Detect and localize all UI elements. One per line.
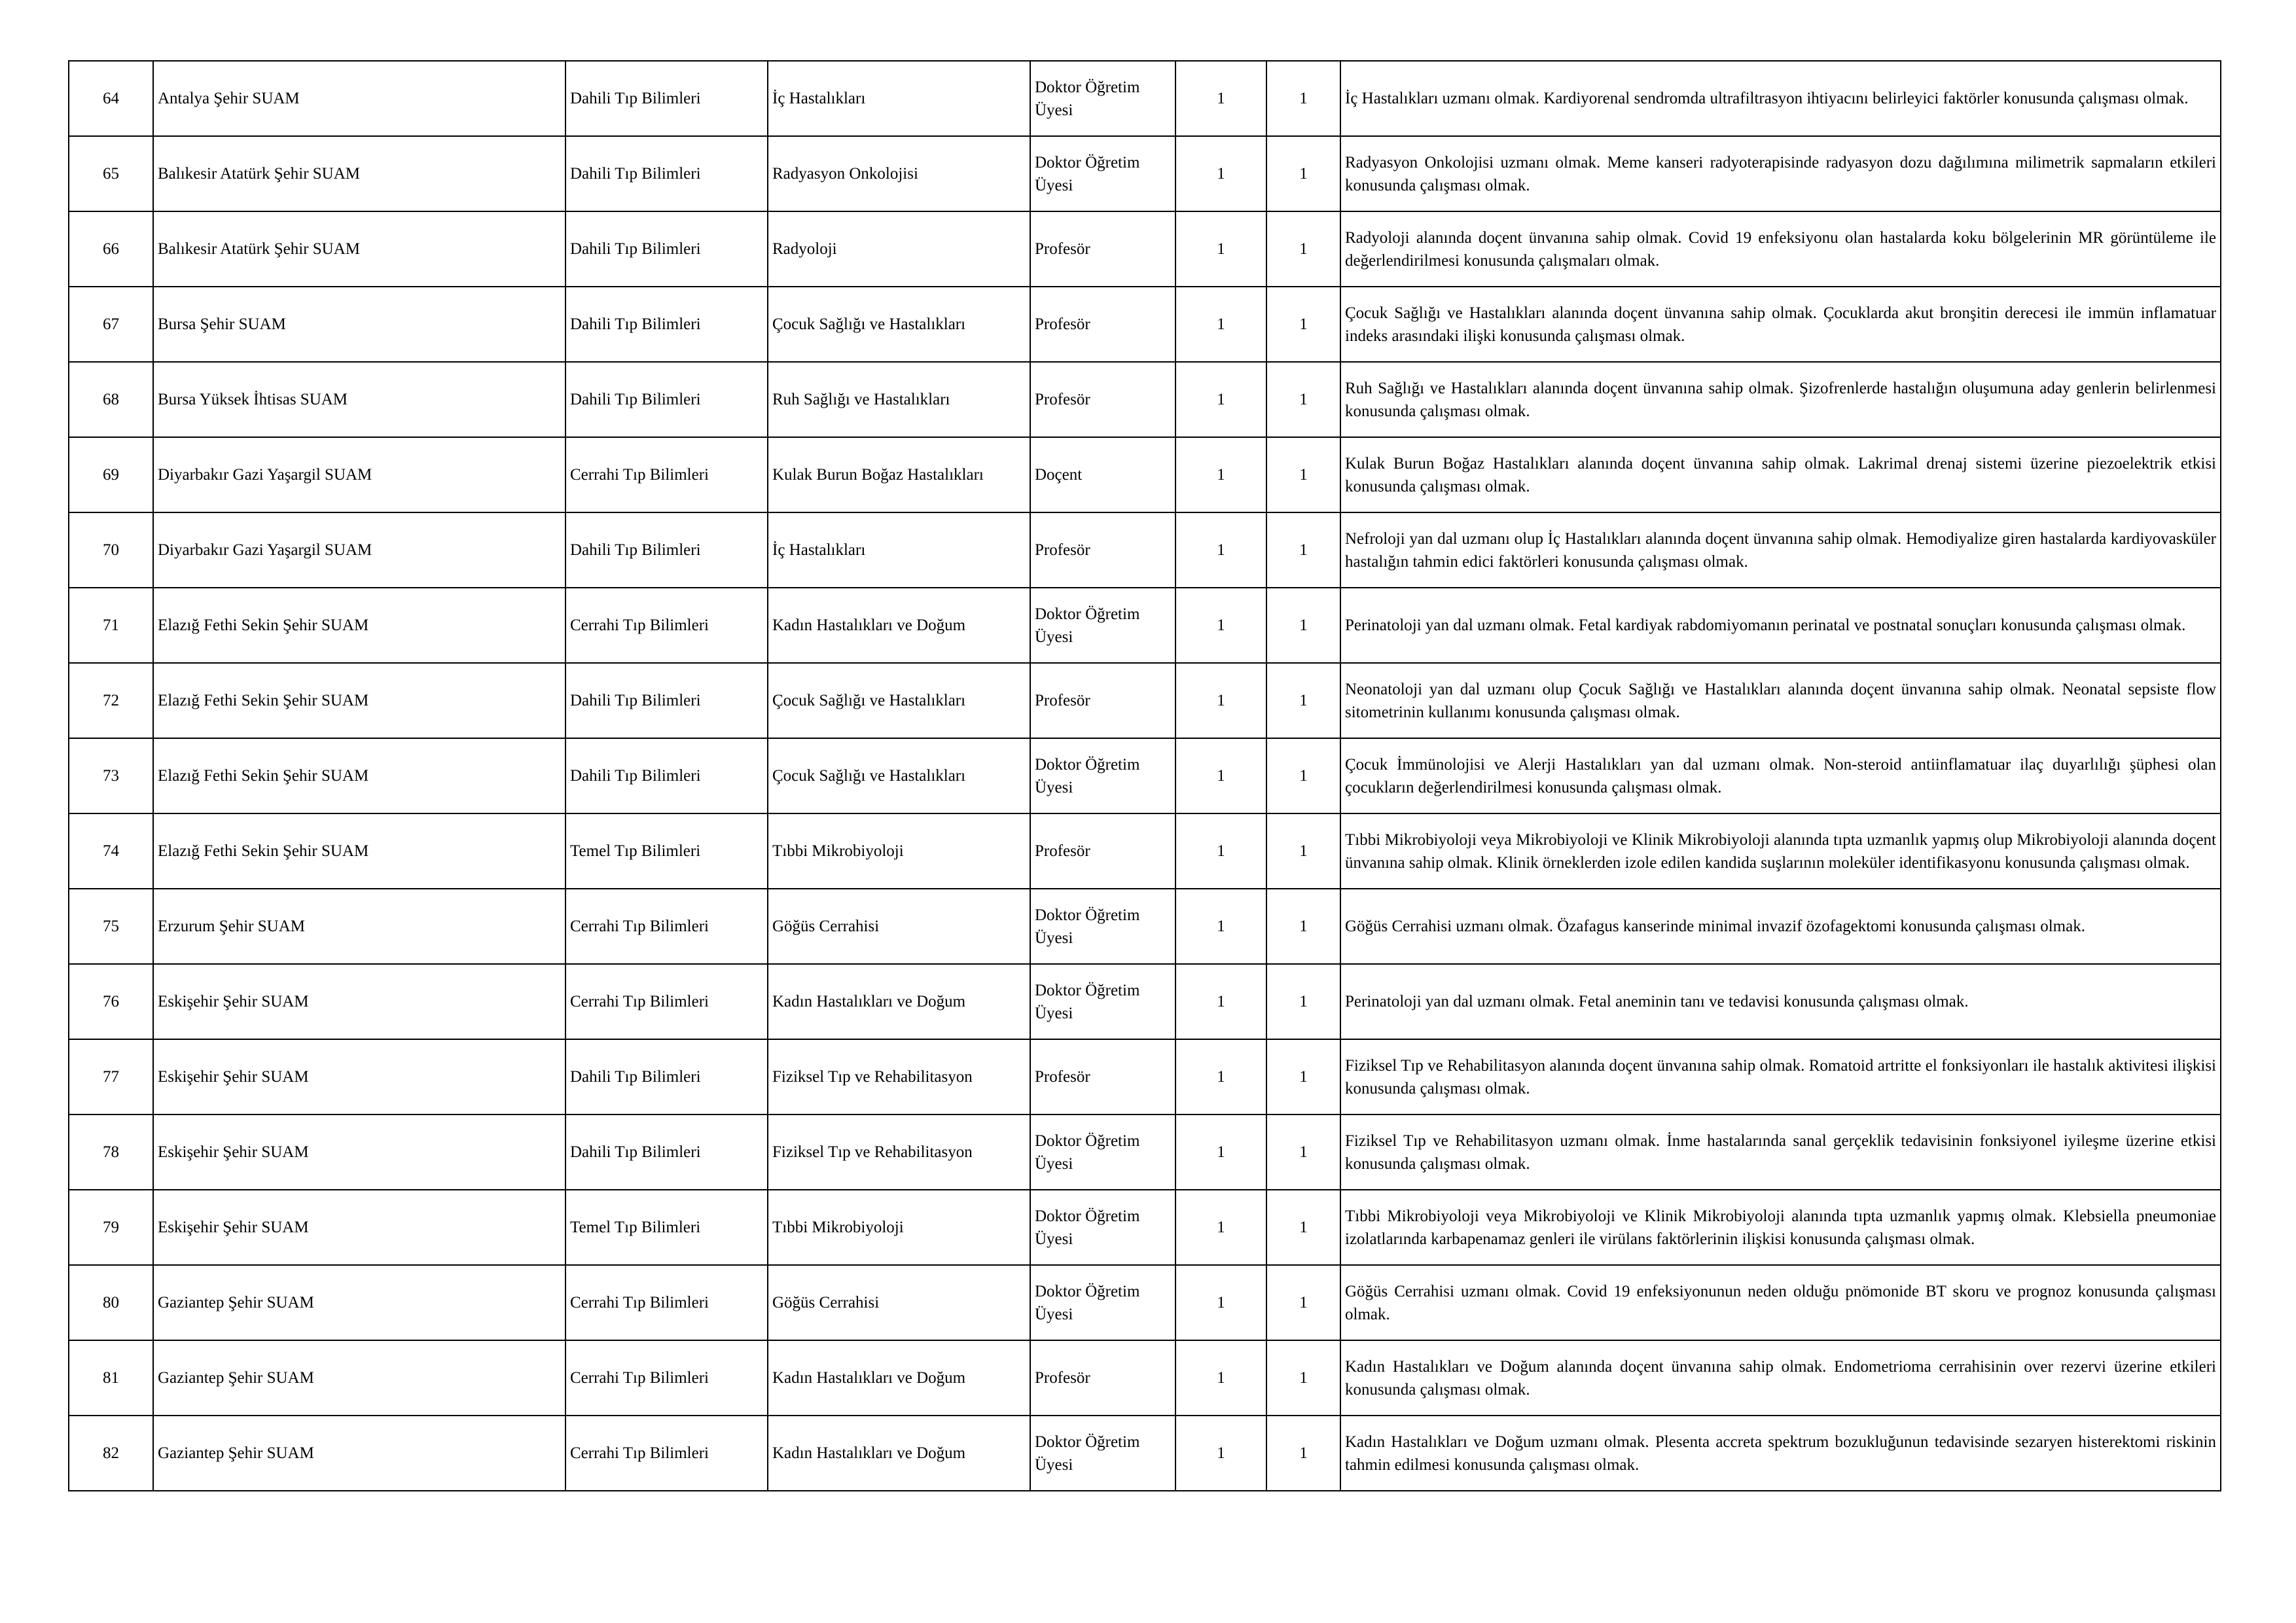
table-row	[69, 588, 2221, 663]
position-count: 1	[1175, 588, 1266, 663]
department-name: İç Hastalıkları	[768, 512, 1030, 588]
position-count: 1	[1175, 1039, 1266, 1115]
hospital-name: Elazığ Fethi Sekin Şehir SUAM	[153, 663, 565, 738]
requirement-text: Radyoloji alanında doçent ünvanına sahip olmak. Covid 19 enfeksiyonu olan hastalarda koku bölgelerinin MR görüntüleme ile değerlendirilmesi konusunda çalışmaları olmak.	[1340, 211, 2221, 287]
position-count: 1	[1175, 1190, 1266, 1265]
position-count-total: 1	[1266, 136, 1340, 211]
position-count-total: 1	[1266, 1265, 1340, 1340]
hospital-name: Antalya Şehir SUAM	[153, 61, 565, 136]
science-field: Cerrahi Tıp Bilimleri	[565, 964, 768, 1039]
requirement-text: Perinatoloji yan dal uzmanı olmak. Fetal kardiyak rabdomiyomanın perinatal ve postnatal sonuçları konusunda çalışması olmak.	[1340, 588, 2221, 663]
requirement-text: Kulak Burun Boğaz Hastalıkları alanında doçent ünvanına sahip olmak. Lakrimal drenaj sistemi üzerine piezoelektrik etkisi konusunda çalışması olmak.	[1340, 437, 2221, 512]
department-name: Kadın Hastalıkları ve Doğum	[768, 588, 1030, 663]
position-count-total: 1	[1266, 588, 1340, 663]
academic-title: Doktor Öğretim Üyesi	[1030, 889, 1175, 964]
row-number: 72	[69, 663, 153, 738]
requirement-text: Tıbbi Mikrobiyoloji veya Mikrobiyoloji ve Klinik Mikrobiyoloji alanında tıpta uzmanlık yapmış olup Mikrobiyoloji alanında doçent ünvanına sahip olmak. Klinik örneklerden izole edilen kandida suşlarının moleküler identifikasyonu konusunda çalışması olmak.	[1340, 813, 2221, 889]
position-count-total: 1	[1266, 1190, 1340, 1265]
requirement-text: Göğüs Cerrahisi uzmanı olmak. Özafagus kanserinde minimal invazif özofagektomi konusunda çalışması olmak.	[1340, 889, 2221, 964]
requirement-text: Çocuk İmmünolojisi ve Alerji Hastalıkları yan dal uzmanı olmak. Non-steroid antiinflamatuar ilaç duyarlılığı şüphesi olan çocukların değerlendirilmesi konusunda çalışması olmak.	[1340, 738, 2221, 813]
hospital-name: Elazığ Fethi Sekin Şehir SUAM	[153, 738, 565, 813]
hospital-name: Eskişehir Şehir SUAM	[153, 964, 565, 1039]
row-number: 75	[69, 889, 153, 964]
positions-table	[68, 60, 2221, 1491]
row-number: 68	[69, 362, 153, 437]
position-count: 1	[1175, 738, 1266, 813]
department-name: Kadın Hastalıkları ve Doğum	[768, 1340, 1030, 1416]
academic-title: Doktor Öğretim Üyesi	[1030, 588, 1175, 663]
science-field: Dahili Tıp Bilimleri	[565, 211, 768, 287]
science-field: Dahili Tıp Bilimleri	[565, 362, 768, 437]
requirement-text: Radyasyon Onkolojisi uzmanı olmak. Meme kanseri radyoterapisinde radyasyon dozu dağılımına milimetrik sapmaların etkileri konusunda çalışması olmak.	[1340, 136, 2221, 211]
row-number: 81	[69, 1340, 153, 1416]
requirement-text: Kadın Hastalıkları ve Doğum uzmanı olmak. Plesenta accreta spektrum bozukluğunun tedavisinde sezaryen histerektomi riskinin tahmin edilmesi konusunda çalışması olmak.	[1340, 1416, 2221, 1491]
position-count-total: 1	[1266, 512, 1340, 588]
row-number: 70	[69, 512, 153, 588]
position-count-total: 1	[1266, 1115, 1340, 1190]
position-count-total: 1	[1266, 1340, 1340, 1416]
position-count: 1	[1175, 136, 1266, 211]
hospital-name: Elazığ Fethi Sekin Şehir SUAM	[153, 588, 565, 663]
row-number: 66	[69, 211, 153, 287]
hospital-name: Diyarbakır Gazi Yaşargil SUAM	[153, 512, 565, 588]
requirement-text: Perinatoloji yan dal uzmanı olmak. Fetal aneminin tanı ve tedavisi konusunda çalışması olmak.	[1340, 964, 2221, 1039]
position-count-total: 1	[1266, 437, 1340, 512]
department-name: Tıbbi Mikrobiyoloji	[768, 1190, 1030, 1265]
academic-title: Profesör	[1030, 1340, 1175, 1416]
position-count: 1	[1175, 1416, 1266, 1491]
academic-title: Profesör	[1030, 813, 1175, 889]
position-count-total: 1	[1266, 964, 1340, 1039]
science-field: Cerrahi Tıp Bilimleri	[565, 1340, 768, 1416]
row-number: 74	[69, 813, 153, 889]
position-count-total: 1	[1266, 1416, 1340, 1491]
table-row	[69, 287, 2221, 362]
position-count: 1	[1175, 211, 1266, 287]
academic-title: Doçent	[1030, 437, 1175, 512]
table-body	[69, 61, 2221, 1491]
academic-title: Doktor Öğretim Üyesi	[1030, 136, 1175, 211]
table-row	[69, 889, 2221, 964]
hospital-name: Bursa Yüksek İhtisas SUAM	[153, 362, 565, 437]
science-field: Temel Tıp Bilimleri	[565, 813, 768, 889]
position-count-total: 1	[1266, 738, 1340, 813]
row-number: 80	[69, 1265, 153, 1340]
position-count-total: 1	[1266, 889, 1340, 964]
department-name: Radyasyon Onkolojisi	[768, 136, 1030, 211]
science-field: Dahili Tıp Bilimleri	[565, 61, 768, 136]
position-count: 1	[1175, 813, 1266, 889]
department-name: Çocuk Sağlığı ve Hastalıkları	[768, 287, 1030, 362]
row-number: 69	[69, 437, 153, 512]
requirement-text: Tıbbi Mikrobiyoloji veya Mikrobiyoloji ve Klinik Mikrobiyoloji alanında tıpta uzmanlık yapmış olmak. Klebsiella pneumoniae izolatlarında karbapenamaz genleri ile virülans faktörlerinin ilişkisi konusunda çalışması olmak.	[1340, 1190, 2221, 1265]
requirement-text: Göğüs Cerrahisi uzmanı olmak. Covid 19 enfeksiyonunun neden olduğu pnömonide BT skoru ve prognoz konusunda çalışması olmak.	[1340, 1265, 2221, 1340]
position-count: 1	[1175, 287, 1266, 362]
department-name: İç Hastalıkları	[768, 61, 1030, 136]
position-count: 1	[1175, 1115, 1266, 1190]
science-field: Dahili Tıp Bilimleri	[565, 1039, 768, 1115]
hospital-name: Eskişehir Şehir SUAM	[153, 1039, 565, 1115]
department-name: Kulak Burun Boğaz Hastalıkları	[768, 437, 1030, 512]
table-row	[69, 362, 2221, 437]
science-field: Dahili Tıp Bilimleri	[565, 1115, 768, 1190]
academic-title: Doktor Öğretim Üyesi	[1030, 964, 1175, 1039]
row-number: 73	[69, 738, 153, 813]
academic-title: Doktor Öğretim Üyesi	[1030, 1416, 1175, 1491]
academic-title: Doktor Öğretim Üyesi	[1030, 61, 1175, 136]
hospital-name: Gaziantep Şehir SUAM	[153, 1265, 565, 1340]
hospital-name: Gaziantep Şehir SUAM	[153, 1416, 565, 1491]
science-field: Dahili Tıp Bilimleri	[565, 663, 768, 738]
table-row	[69, 663, 2221, 738]
academic-title: Profesör	[1030, 1039, 1175, 1115]
requirement-text: Kadın Hastalıkları ve Doğum alanında doçent ünvanına sahip olmak. Endometrioma cerrahisinin over rezervi üzerine etkileri konusunda çalışması olmak.	[1340, 1340, 2221, 1416]
science-field: Dahili Tıp Bilimleri	[565, 136, 768, 211]
position-count: 1	[1175, 964, 1266, 1039]
table-row	[69, 738, 2221, 813]
hospital-name: Bursa Şehir SUAM	[153, 287, 565, 362]
academic-title: Profesör	[1030, 211, 1175, 287]
row-number: 77	[69, 1039, 153, 1115]
hospital-name: Erzurum Şehir SUAM	[153, 889, 565, 964]
position-count-total: 1	[1266, 362, 1340, 437]
table-row	[69, 1190, 2221, 1265]
position-count: 1	[1175, 663, 1266, 738]
department-name: Tıbbi Mikrobiyoloji	[768, 813, 1030, 889]
department-name: Göğüs Cerrahisi	[768, 1265, 1030, 1340]
table-row	[69, 1416, 2221, 1491]
science-field: Dahili Tıp Bilimleri	[565, 738, 768, 813]
hospital-name: Gaziantep Şehir SUAM	[153, 1340, 565, 1416]
table-row	[69, 211, 2221, 287]
science-field: Cerrahi Tıp Bilimleri	[565, 1265, 768, 1340]
position-count: 1	[1175, 61, 1266, 136]
position-count-total: 1	[1266, 813, 1340, 889]
row-number: 76	[69, 964, 153, 1039]
row-number: 82	[69, 1416, 153, 1491]
hospital-name: Elazığ Fethi Sekin Şehir SUAM	[153, 813, 565, 889]
table-row	[69, 813, 2221, 889]
academic-title: Doktor Öğretim Üyesi	[1030, 1190, 1175, 1265]
science-field: Cerrahi Tıp Bilimleri	[565, 889, 768, 964]
row-number: 65	[69, 136, 153, 211]
row-number: 79	[69, 1190, 153, 1265]
table-row	[69, 437, 2221, 512]
table-row	[69, 1340, 2221, 1416]
requirement-text: Çocuk Sağlığı ve Hastalıkları alanında doçent ünvanına sahip olmak. Çocuklarda akut bronşitin derecesi ile immün inflamatuar indeks arasındaki ilişki konusunda çalışması olmak.	[1340, 287, 2221, 362]
academic-title: Profesör	[1030, 512, 1175, 588]
department-name: Çocuk Sağlığı ve Hastalıkları	[768, 663, 1030, 738]
academic-title: Doktor Öğretim Üyesi	[1030, 1115, 1175, 1190]
science-field: Cerrahi Tıp Bilimleri	[565, 588, 768, 663]
position-count: 1	[1175, 889, 1266, 964]
row-number: 67	[69, 287, 153, 362]
department-name: Fiziksel Tıp ve Rehabilitasyon	[768, 1115, 1030, 1190]
hospital-name: Eskişehir Şehir SUAM	[153, 1190, 565, 1265]
academic-title: Doktor Öğretim Üyesi	[1030, 1265, 1175, 1340]
position-count-total: 1	[1266, 663, 1340, 738]
table-row	[69, 1265, 2221, 1340]
department-name: Göğüs Cerrahisi	[768, 889, 1030, 964]
table-row	[69, 964, 2221, 1039]
row-number: 71	[69, 588, 153, 663]
department-name: Ruh Sağlığı ve Hastalıkları	[768, 362, 1030, 437]
department-name: Fiziksel Tıp ve Rehabilitasyon	[768, 1039, 1030, 1115]
position-count: 1	[1175, 512, 1266, 588]
science-field: Dahili Tıp Bilimleri	[565, 287, 768, 362]
position-count: 1	[1175, 437, 1266, 512]
hospital-name: Balıkesir Atatürk Şehir SUAM	[153, 136, 565, 211]
hospital-name: Diyarbakır Gazi Yaşargil SUAM	[153, 437, 565, 512]
hospital-name: Balıkesir Atatürk Şehir SUAM	[153, 211, 565, 287]
requirement-text: Nefroloji yan dal uzmanı olup İç Hastalıkları alanında doçent ünvanına sahip olmak. Hemodiyalize giren hastalarda kardiyovasküler hastalığın tahmin edici faktörleri konusunda çalışması olmak.	[1340, 512, 2221, 588]
science-field: Temel Tıp Bilimleri	[565, 1190, 768, 1265]
table-row	[69, 1115, 2221, 1190]
requirement-text: Neonatoloji yan dal uzmanı olup Çocuk Sağlığı ve Hastalıkları alanında doçent ünvanına sahip olmak. Neonatal sepsiste flow sitometrinin kullanımı konusunda çalışması olmak.	[1340, 663, 2221, 738]
requirement-text: Fiziksel Tıp ve Rehabilitasyon uzmanı olmak. İnme hastalarında sanal gerçeklik tedavisinin fonksiyonel iyileşme üzerine etkisi konusunda çalışması olmak.	[1340, 1115, 2221, 1190]
position-count-total: 1	[1266, 211, 1340, 287]
department-name: Çocuk Sağlığı ve Hastalıkları	[768, 738, 1030, 813]
table-row	[69, 1039, 2221, 1115]
science-field: Dahili Tıp Bilimleri	[565, 512, 768, 588]
requirement-text: İç Hastalıkları uzmanı olmak. Kardiyorenal sendromda ultrafiltrasyon ihtiyacını belirleyici faktörler konusunda çalışması olmak.	[1340, 61, 2221, 136]
row-number: 64	[69, 61, 153, 136]
table-row	[69, 512, 2221, 588]
science-field: Cerrahi Tıp Bilimleri	[565, 1416, 768, 1491]
position-count: 1	[1175, 362, 1266, 437]
academic-title: Profesör	[1030, 287, 1175, 362]
position-count-total: 1	[1266, 287, 1340, 362]
requirement-text: Fiziksel Tıp ve Rehabilitasyon alanında doçent ünvanına sahip olmak. Romatoid artritte el fonksiyonları ile hastalık aktivitesi ilişkisi konusunda çalışması olmak.	[1340, 1039, 2221, 1115]
table-row	[69, 136, 2221, 211]
academic-title: Doktor Öğretim Üyesi	[1030, 738, 1175, 813]
row-number: 78	[69, 1115, 153, 1190]
department-name: Radyoloji	[768, 211, 1030, 287]
hospital-name: Eskişehir Şehir SUAM	[153, 1115, 565, 1190]
academic-title: Profesör	[1030, 362, 1175, 437]
position-count: 1	[1175, 1265, 1266, 1340]
science-field: Cerrahi Tıp Bilimleri	[565, 437, 768, 512]
academic-title: Profesör	[1030, 663, 1175, 738]
department-name: Kadın Hastalıkları ve Doğum	[768, 1416, 1030, 1491]
department-name: Kadın Hastalıkları ve Doğum	[768, 964, 1030, 1039]
requirement-text: Ruh Sağlığı ve Hastalıkları alanında doçent ünvanına sahip olmak. Şizofrenlerde hastalığın oluşumuna aday genlerin belirlenmesi konusunda çalışması olmak.	[1340, 362, 2221, 437]
table-row	[69, 61, 2221, 136]
position-count-total: 1	[1266, 61, 1340, 136]
position-count-total: 1	[1266, 1039, 1340, 1115]
position-count: 1	[1175, 1340, 1266, 1416]
